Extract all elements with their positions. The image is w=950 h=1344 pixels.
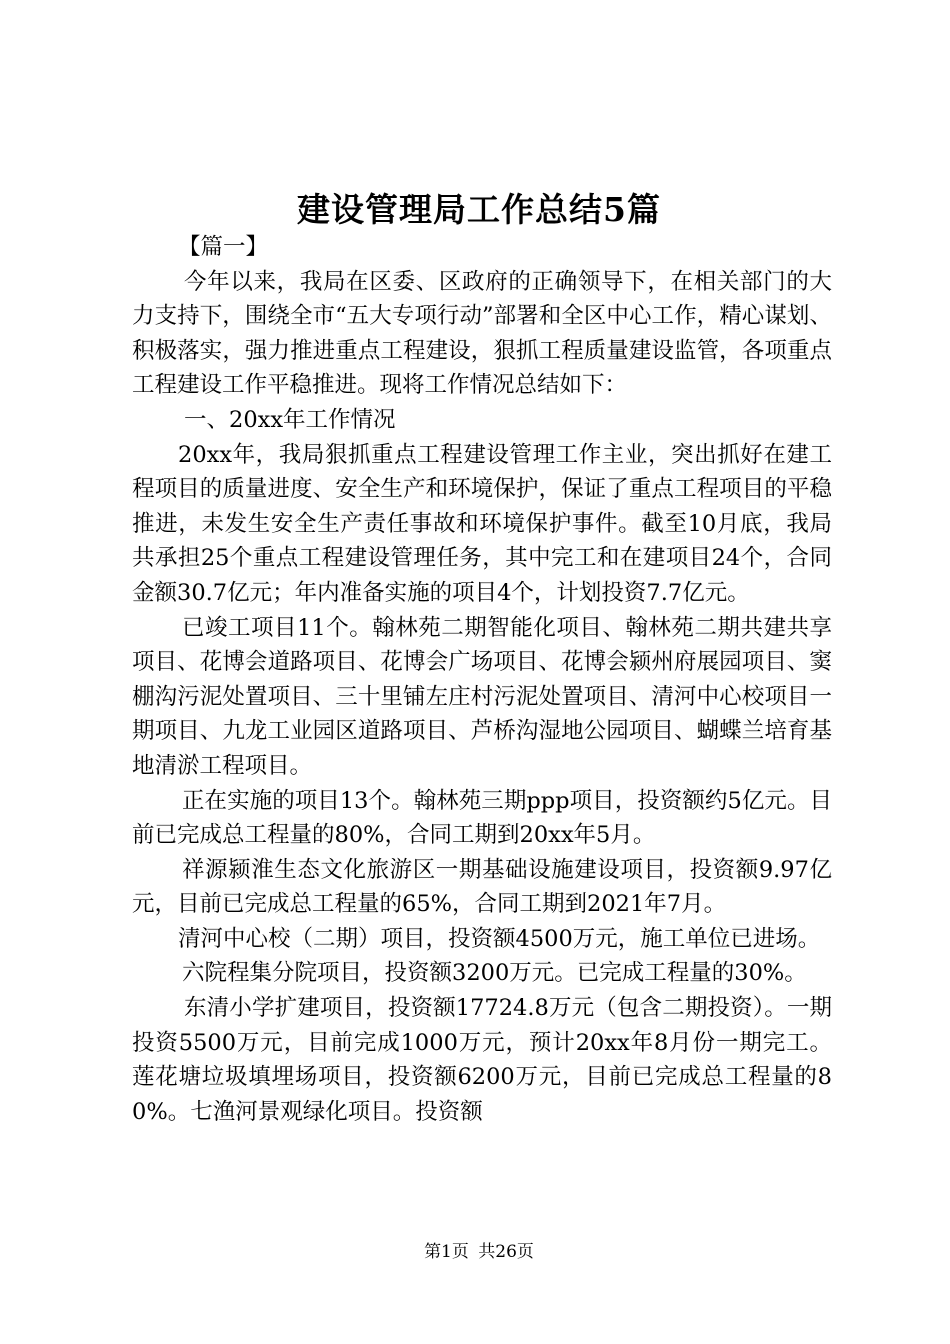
page-number: 第1页	[424, 1242, 469, 1262]
liuyuan-hospital-paragraph: 六院程集分院项目，投资额3200万元。已完成工程量的30%。	[182, 960, 807, 987]
document-body	[132, 230, 832, 1129]
ongoing-projects-paragraph: 正在实施的项目13个。翰林苑三期ppp项目，投资额约5亿元。目前已完成总工程量的80%，合同工期到20xx年5月。	[132, 787, 832, 849]
qinghe-school-paragraph: 清河中心校（二期）项目，投资额4500万元，施工单位已进场。	[178, 925, 821, 952]
completed-projects-paragraph: 已竣工项目11个。翰林苑二期智能化项目、翰林苑二期共建共享项目、花博会道路项目、花博会广场项目、花博会颍州府展园项目、窦棚沟污泥处置项目、三十里铺左庄村污泥处置项目、清河中心校项目一期项目、九龙工业园区道路项目、芦桥沟湿地公园项目、蝴蝶兰培育基地清淤工程项目。	[132, 614, 832, 779]
intro-paragraph: 今年以来，我局在区委、区政府的正确领导下，在相关部门的大力支持下，围绕全市“五大专项行动”部署和全区中心工作，精心谋划、积极落实，强力推进重点工程建设，狠抓工程质量建设监管，各项重点工程建设工作平稳推进。现将工作情况总结如下：	[132, 268, 832, 399]
overview-paragraph: 20xx年，我局狠抓重点工程建设管理工作主业，突出抓好在建工程项目的质量进度、安全生产和环境保护，保证了重点工程项目的平稳推进，未发生安全生产责任事故和环境保护事件。截至10月底，我局共承担25个重点工程建设管理任务，其中完工和在建项目24个，合同金额30.7亿元；年内准备实施的项目4个，计划投资7.7亿元。	[132, 441, 832, 606]
xiangyuan-project-paragraph: 祥源颍淮生态文化旅游区一期基础设施建设项目，投资额9.97亿元，目前已完成总工程量的65%，合同工期到2021年7月。	[132, 856, 832, 918]
page-footer	[0, 1240, 950, 1264]
document-title: 建设管理局工作总结5篇	[297, 190, 661, 229]
section-heading-work-status: 一、20xx年工作情况	[184, 406, 396, 433]
section-heading-part-one: 【篇一】	[178, 234, 269, 260]
dongqing-school-paragraph: 东清小学扩建项目，投资额17724.8万元（包含二期投资）。一期投资5500万元，目前完成1000万元，预计20xx年8月份一期完工。莲花塘垃圾填埋场项目，投资额6200万元，目前已完成总工程量的80%。七渔河景观绿化项目。投资额	[132, 995, 832, 1125]
page-total: 共26页	[478, 1242, 534, 1262]
